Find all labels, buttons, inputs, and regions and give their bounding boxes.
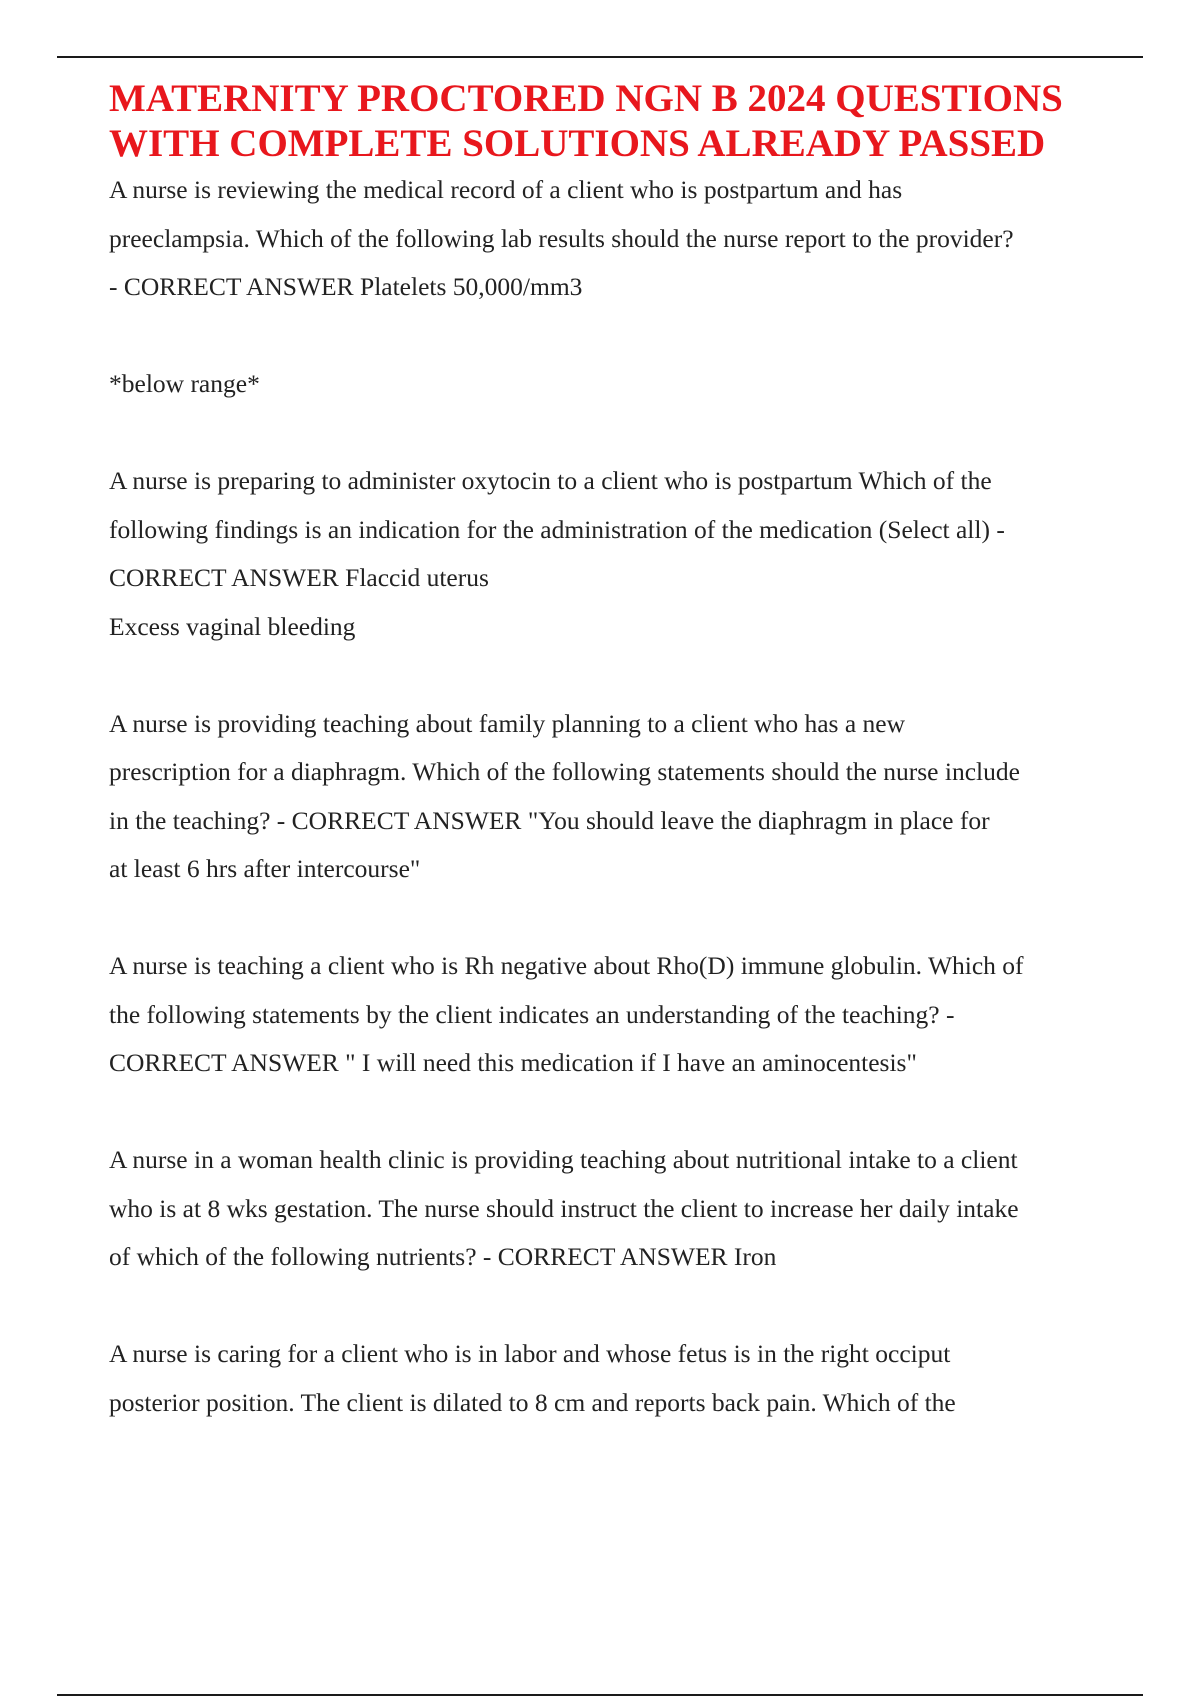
note-block — [109, 360, 1149, 409]
document-title — [109, 76, 1149, 166]
question-block-oxytocin — [109, 457, 1149, 651]
title-line: WITH COMPLETE SOLUTIONS ALREADY PASSED — [109, 122, 1046, 165]
text-line: the following statements by the client indicates an understanding of the teaching? - — [109, 999, 955, 1029]
top-rule — [57, 56, 1143, 58]
answer-line: - CORRECT ANSWER Platelets 50,000/mm3 — [109, 272, 583, 301]
answer-line: at least 6 hrs after intercourse" — [109, 854, 421, 883]
text-line: prescription for a diaphragm. Which of the following statements should the nurse include — [109, 757, 1020, 786]
text-line: A nurse is teaching a client who is Rh negative about Rho(D) immune globulin. Which of — [109, 951, 1024, 980]
question-block-rhogam — [109, 942, 1149, 1088]
answer-line: CORRECT ANSWER Flaccid uterus — [109, 563, 489, 592]
text-line: who is at 8 wks gestation. The nurse should instruct the client to increase her daily intake — [109, 1193, 1019, 1223]
answer-line: in the teaching? - CORRECT ANSWER "You should leave the diaphragm in place for — [109, 805, 990, 835]
question-block-platelets — [109, 166, 1149, 312]
answer-line: Excess vaginal bleeding — [109, 611, 356, 641]
text-line: A nurse is reviewing the medical record of a client who is postpartum and has — [109, 175, 903, 204]
paragraph-gap — [109, 894, 1149, 943]
paragraph-gap — [109, 409, 1149, 458]
title-line: MATERNITY PROCTORED NGN B 2024 QUESTIONS — [109, 77, 1063, 120]
answer-line: of which of the following nutrients? - CORRECT ANSWER Iron — [109, 1242, 777, 1271]
paragraph-gap — [109, 1282, 1149, 1331]
text-line: A nurse is caring for a client who is in labor and whose fetus is in the right occiput — [109, 1339, 951, 1368]
text-line: following findings is an indication for the administration of the medication (Select all) - — [109, 514, 1005, 544]
text-line: A nurse is preparing to administer oxytocin to a client who is postpartum Which of the — [109, 466, 992, 495]
paragraph-gap — [109, 1088, 1149, 1137]
text-line: A nurse is providing teaching about family planning to a client who has a new — [109, 708, 905, 738]
question-block-nutrition — [109, 1136, 1149, 1282]
text-line: preeclampsia. Which of the following lab results should the nurse report to the provider? — [109, 223, 1014, 253]
note-line: *below range* — [109, 369, 260, 398]
bottom-rule — [57, 1694, 1143, 1696]
paragraph-gap — [109, 312, 1149, 361]
text-line: A nurse in a woman health clinic is providing teaching about nutritional intake to a client — [109, 1145, 1018, 1174]
text-line: posterior position. The client is dilated to 8 cm and reports back pain. Which of the — [109, 1387, 956, 1417]
document-body — [109, 76, 1149, 1427]
answer-line: CORRECT ANSWER " I will need this medication if I have an aminocentesis" — [109, 1048, 917, 1077]
question-block-diaphragm — [109, 700, 1149, 894]
question-block-occiput — [109, 1330, 1149, 1427]
paragraph-gap — [109, 651, 1149, 700]
